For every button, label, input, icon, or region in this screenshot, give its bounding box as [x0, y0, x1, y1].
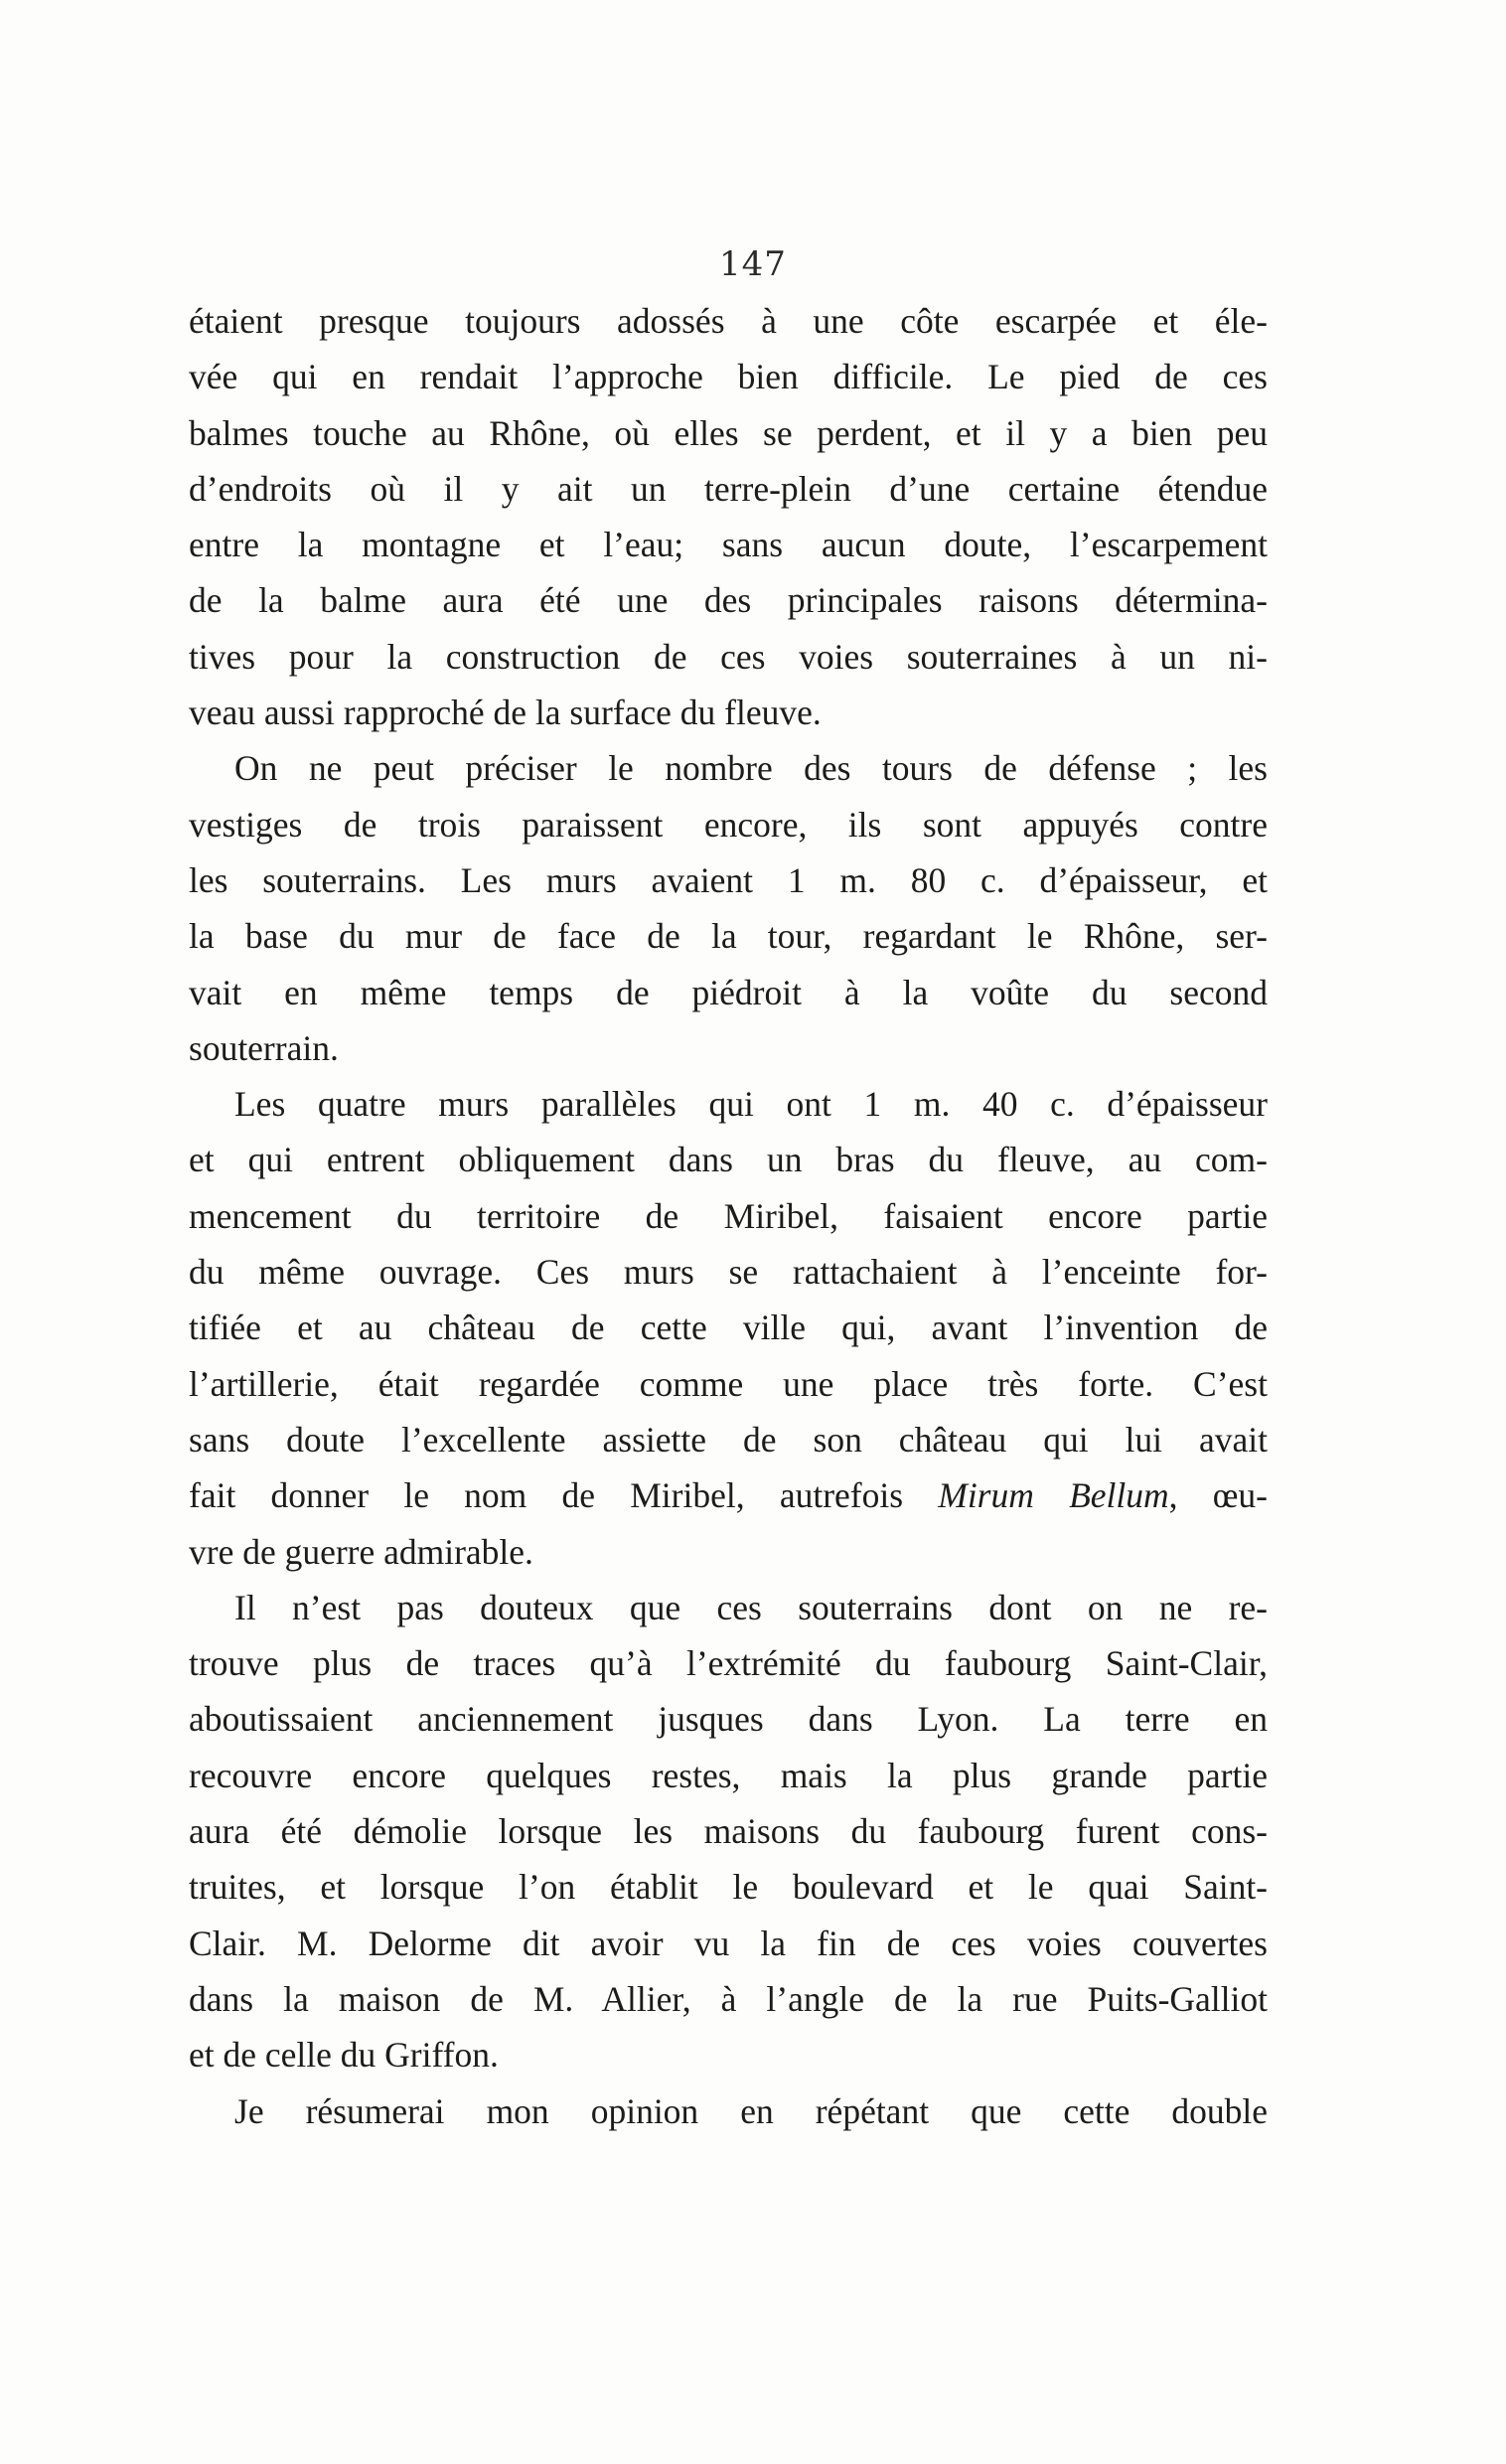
- text-line: souterrain.: [189, 1027, 339, 1068]
- text-line: vre de guerre admirable.: [189, 1531, 533, 1572]
- body-text: [189, 293, 1268, 2139]
- text-line: sans doute l’excellente assiette de son château qui lui avait: [189, 1419, 1268, 1460]
- text-line: trouve plus de traces qu’à l’extrémité du faubourg Saint-Clair,: [189, 1643, 1268, 1684]
- text-line: balmes touche au Rhône, où elles se perdent, et il y a bien peu: [189, 412, 1268, 453]
- text-line: tives pour la construction de ces voies souterraines à un ni-: [189, 636, 1268, 677]
- text-line: veau aussi rapproché de la surface du fleuve.: [189, 693, 822, 733]
- text-line: entre la montagne et l’eau; sans aucun doute, l’escarpement: [189, 525, 1268, 565]
- paragraph: [189, 293, 1268, 740]
- text-line: les souterrains. Les murs avaient 1 m. 80 c. d’épaisseur, et: [189, 859, 1268, 900]
- paragraph: [189, 1076, 1268, 1580]
- text-line: Les quatre murs parallèles qui ont 1 m. 40 c. d’épaisseur: [234, 1084, 1268, 1125]
- text-line: recouvre encore quelques restes, mais la plus grande partie: [189, 1755, 1268, 1795]
- text-line: Il n’est pas douteux que ces souterrains dont on ne re-: [234, 1587, 1268, 1627]
- paragraph: [189, 1580, 1268, 2083]
- text-line: vait en même temps de piédroit à la voûte du second: [189, 972, 1268, 1012]
- text-line: vée qui en rendait l’approche bien difficile. Le pied de ces: [189, 357, 1268, 397]
- text-line: dans la maison de M. Allier, à l’angle de la rue Puits-Galliot: [189, 1978, 1268, 2019]
- text-line: étaient presque toujours adossés à une côte escarpée et éle-: [189, 301, 1268, 341]
- text-line: et qui entrent obliquement dans un bras du fleuve, au com-: [189, 1140, 1268, 1180]
- text-line: vestiges de trois paraissent encore, ils sont appuyés contre: [189, 804, 1268, 845]
- text-line: et de celle du Griffon.: [189, 2035, 499, 2076]
- text-line: Clair. M. Delorme dit avoir vu la fin de ces voies couvertes: [189, 1923, 1268, 1963]
- text-line: la base du mur de face de la tour, regardant le Rhône, ser-: [189, 916, 1268, 957]
- paragraph: [189, 2083, 1268, 2139]
- text-line: mencement du territoire de Miribel, faisaient encore partie: [189, 1195, 1268, 1236]
- text-line: truites, et lorsque l’on établit le boulevard et le quai Saint-: [189, 1867, 1268, 1908]
- text-line: d’endroits où il y ait un terre-plein d’une certaine étendue: [189, 468, 1268, 509]
- text-line: fait donner le nom de Miribel, autrefois Mirum Bellum, œu-: [189, 1475, 1268, 1516]
- text-line: de la balme aura été une des principales raisons détermina-: [189, 580, 1268, 621]
- text-line: Je résumerai mon opinion en répétant que cette double: [234, 2090, 1268, 2131]
- text-line: tifiée et au château de cette ville qui, avant l’invention de: [189, 1308, 1268, 1348]
- paragraph: [189, 740, 1268, 1076]
- text-line: aboutissaient anciennement jusques dans Lyon. La terre en: [189, 1699, 1268, 1740]
- page-number: 147: [719, 244, 787, 284]
- text-line: l’artillerie, était regardée comme une place très forte. C’est: [189, 1363, 1268, 1404]
- text-line: aura été démolie lorsque les maisons du faubourg furent cons-: [189, 1811, 1268, 1852]
- text-line: du même ouvrage. Ces murs se rattachaient à l’enceinte for-: [189, 1252, 1268, 1293]
- text-line: On ne peut préciser le nombre des tours de défense ; les: [234, 748, 1268, 789]
